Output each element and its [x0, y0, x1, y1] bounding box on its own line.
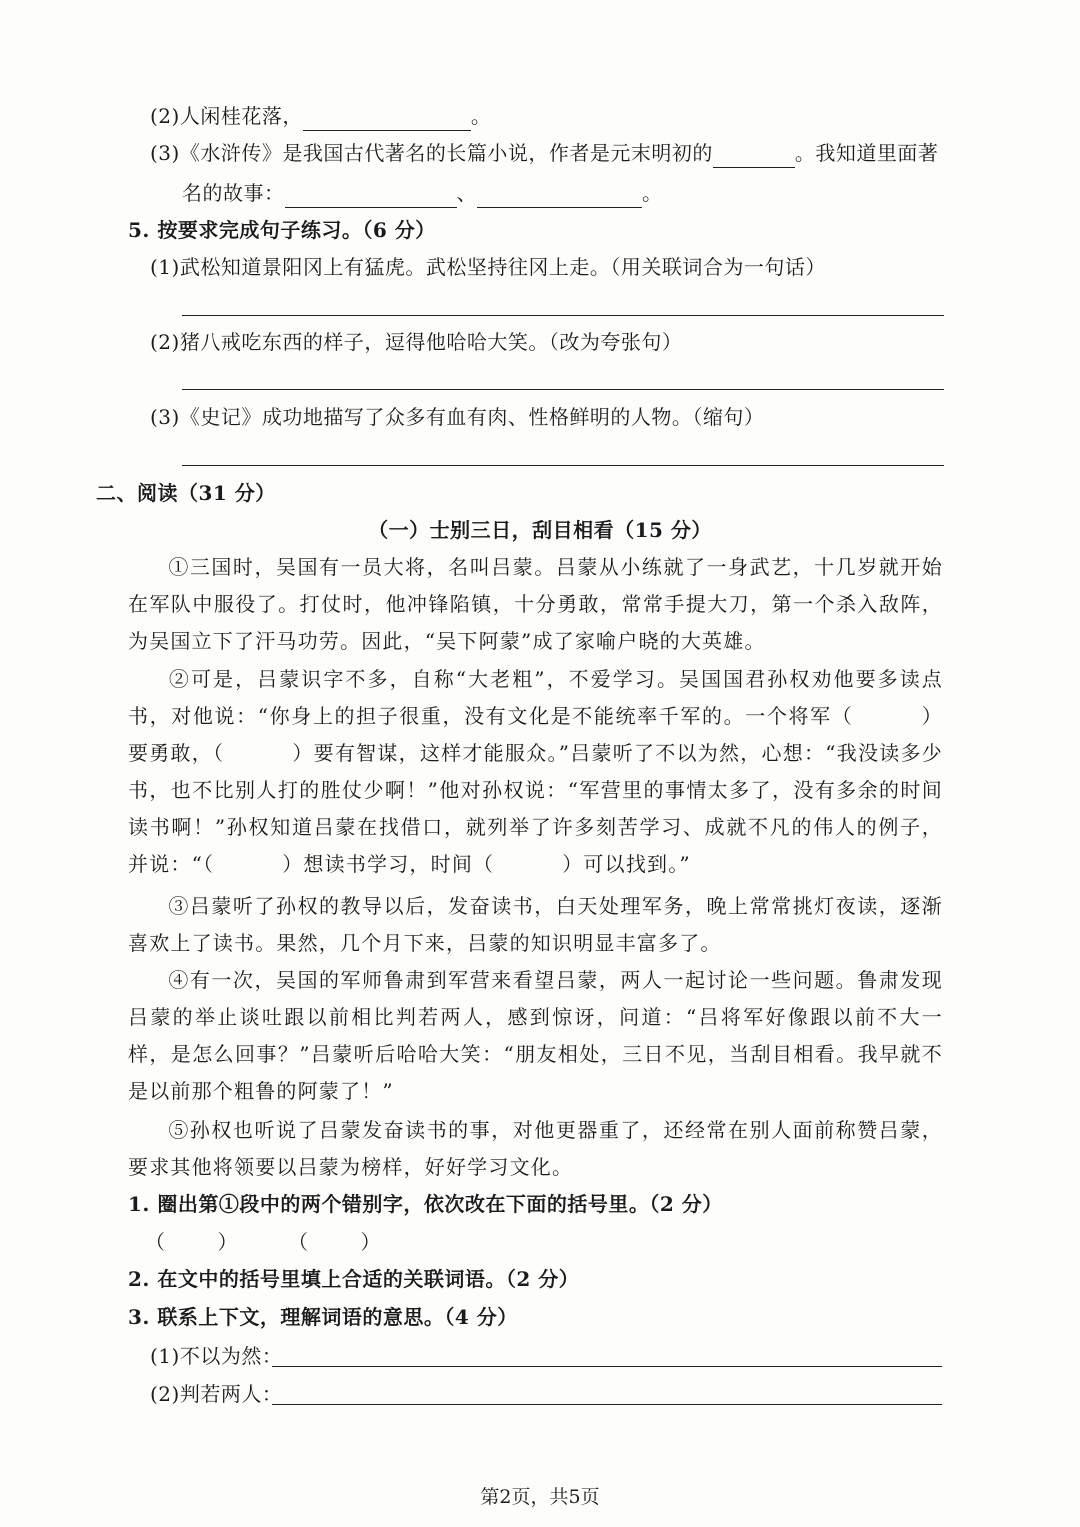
- answer-blank[interactable]: [477, 185, 642, 208]
- answer-line[interactable]: [182, 389, 944, 390]
- answer-line[interactable]: [272, 1404, 942, 1405]
- answer-blank[interactable]: [285, 185, 457, 208]
- answer-line[interactable]: [182, 465, 944, 466]
- answer-blank[interactable]: [303, 108, 471, 131]
- paragraph-3: ③吕蒙听了孙权的教导以后，发奋读书，白天处理军务，晚上常常挑灯夜读，逐渐喜欢上了读书。果然，几个月下来，吕蒙的知识明显丰富多了。: [128, 894, 943, 955]
- question-2: 2. 在文中的括号里填上合适的关联词语。（2 分）: [128, 1267, 580, 1291]
- q4-item-3: (3)《水浒传》是我国古代著名的长篇小说，作者是元末明初的 。我知道里面著: [150, 138, 938, 168]
- paragraph-5: ⑤孙权也听说了吕蒙发奋读书的事，对他更器重了，还经常在别人面前称赞吕蒙，要求其他将领要以吕蒙为榜样，好好学习文化。: [128, 1118, 943, 1179]
- answer-line[interactable]: [272, 1366, 942, 1367]
- q3-item-2: (2)判若两人：: [150, 1382, 283, 1406]
- q1-answer-parens: （ ） （ ）: [145, 1230, 381, 1254]
- section-heading: 二、阅读（31 分）: [96, 481, 276, 505]
- passage-title: （一）士别三日，刮目相看（15 分）: [368, 518, 712, 542]
- answer-blank[interactable]: [713, 145, 795, 168]
- q4-item-2: (2)人闲桂花落， 。: [150, 101, 491, 131]
- q4-item-2-text: (2)人闲桂花落，: [150, 104, 303, 128]
- q3-item-1: (1)不以为然：: [150, 1344, 283, 1368]
- q4-item-3-text: (3)《水浒传》是我国古代著名的长篇小说，作者是元末明初的: [150, 141, 713, 165]
- q5-item-1: (1)武松知道景阳冈上有猛虎。武松坚持往冈上走。（用关联词合为一句话）: [150, 255, 826, 279]
- q5-item-2: (2)猪八戒吃东西的样子，逗得他哈哈大笑。（改为夸张句）: [150, 330, 683, 354]
- paragraph-1: ①三国时，吴国有一员大将，名叫吕蒙。吕蒙从小练就了一身武艺，十几岁就开始在军队中服役了。打仗时，他冲锋陷镇，十分勇敢，常常手提大刀，第一个杀入敌阵，为吴国立下了汗马功劳。因此，“吴下阿蒙”成了家喻户晓的大英雄。: [128, 555, 943, 653]
- page-number: 第2页，共5页: [480, 1486, 600, 1508]
- q5-heading: 5. 按要求完成句子练习。（6 分）: [128, 218, 436, 242]
- q5-item-3: (3)《史记》成功地描写了众多有血有肉、性格鲜明的人物。（缩句）: [150, 405, 765, 429]
- paragraph-2: ②可是，吕蒙识字不多，自称“大老粗”，不爱学习。吴国国君孙权劝他要多读点书，对他说：“你身上的担子很重，没有文化是不能统率千军的。一个将军（ ）要勇敢，（ ）要有智谋，这样才能服众。”吕蒙听了不以为然，心想：“我没读多少书，也不比别人打的胜仗少啊！”他对孙权说：“军营里的事情太多了，没有多余的时间读书啊！”孙权知道吕蒙在找借口，就列举了许多刻苦学习、成就不凡的伟人的例子，并说：“（ ）想读书学习，时间（ ）可以找到。”: [128, 667, 943, 876]
- question-1: 1. 圈出第①段中的两个错别字，依次改在下面的括号里。（2 分）: [128, 1192, 723, 1216]
- question-3: 3. 联系上下文，理解词语的意思。（4 分）: [128, 1305, 518, 1329]
- answer-line[interactable]: [182, 315, 944, 316]
- paragraph-4: ④有一次，吴国的军师鲁肃到军营来看望吕蒙，两人一起讨论一些问题。鲁肃发现吕蒙的举止谈吐跟以前相比判若两人，感到惊讶，问道：“吕将军好像跟以前不大一样，是怎么回事？”吕蒙听后哈哈大笑：“朋友相处，三日不见，当刮目相看。我早就不是以前那个粗鲁的阿蒙了！”: [128, 968, 943, 1103]
- q4-item-3-line2: 名的故事： 、 。: [182, 178, 663, 208]
